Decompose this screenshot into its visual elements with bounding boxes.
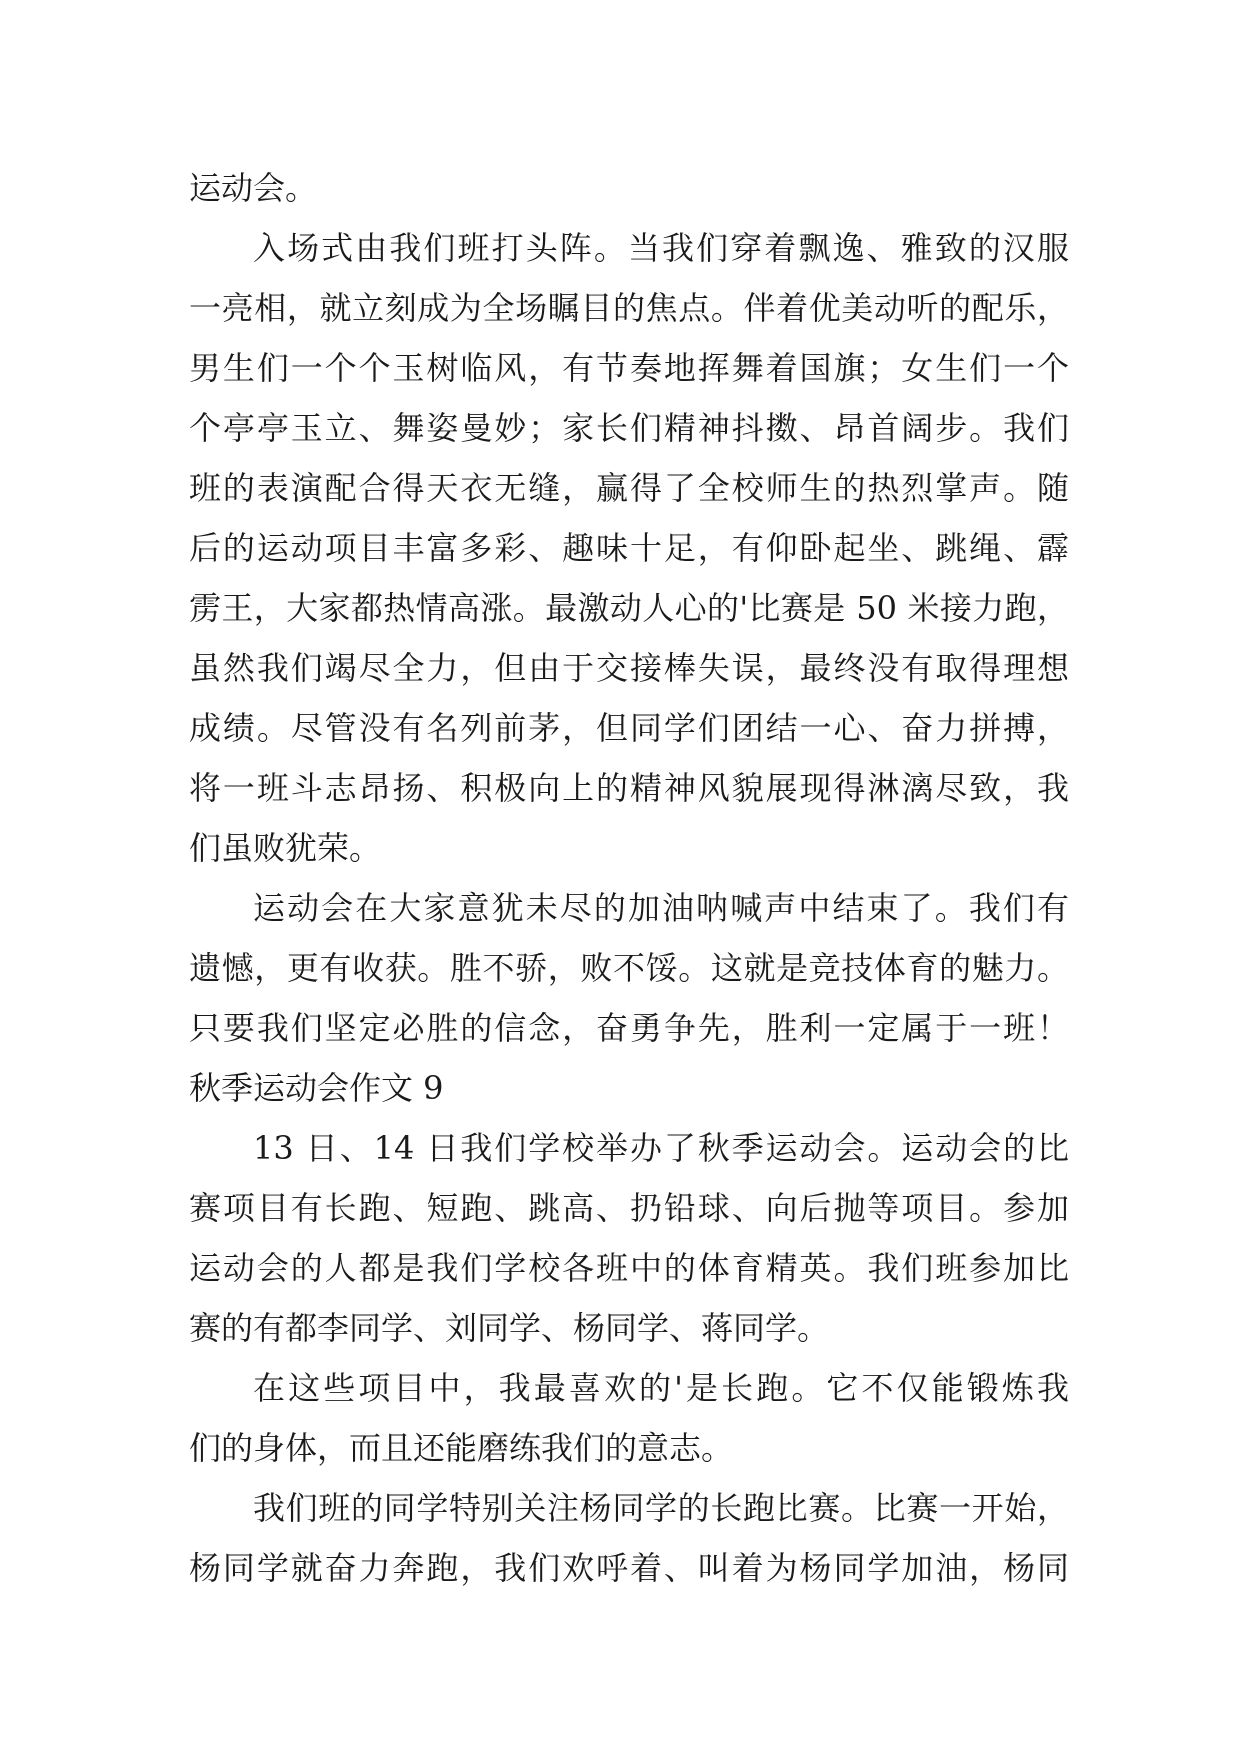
text-line: 13 日、14 日我们学校举办了秋季运动会。运动会的比	[253, 1129, 1069, 1167]
text-line: 我们班的同学特别关注杨同学的长跑比赛。比赛一开始，	[253, 1489, 1069, 1527]
text-line: 运动会的人都是我们学校各班中的体育精英。我们班参加比	[189, 1249, 1069, 1287]
text-line: 运动会在大家意犹未尽的加油呐喊声中结束了。我们有	[253, 889, 1069, 927]
text-line: 虽然我们竭尽全力，但由于交接棒失误，最终没有取得理想	[189, 649, 1069, 687]
text-line: 成绩。尽管没有名列前茅，但同学们团结一心、奋力拼搏，	[189, 709, 1069, 747]
text-line: 运动会。	[189, 169, 318, 207]
text-line: 只要我们坚定必胜的信念，奋勇争先，胜利一定属于一班！	[189, 1009, 1069, 1047]
text-line: 们的身体，而且还能磨练我们的意志。	[189, 1429, 734, 1467]
text-line: 赛项目有长跑、短跑、跳高、扔铅球、向后抛等项目。参加	[189, 1189, 1069, 1227]
text-line: 将一班斗志昂扬、积极向上的精神风貌展现得淋漓尽致，我	[189, 769, 1069, 807]
text-line: 个亭亭玉立、舞姿曼妙；家长们精神抖擞、昂首阔步。我们	[189, 409, 1069, 447]
text-line: 们虽败犹荣。	[189, 829, 382, 867]
text-line: 在这些项目中，我最喜欢的'是长跑。它不仅能锻炼我	[253, 1369, 1069, 1407]
text-line: 赛的有都李同学、刘同学、杨同学、蒋同学。	[189, 1309, 830, 1347]
text-line: 男生们一个个玉树临风，有节奏地挥舞着国旗；女生们一个	[189, 349, 1069, 387]
section-heading: 秋季运动会作文 9	[189, 1069, 444, 1107]
body-text	[189, 158, 1069, 1598]
text-line: 雳王，大家都热情高涨。最激动人心的'比赛是 50 米接力跑，	[189, 589, 1069, 627]
text-line: 入场式由我们班打头阵。当我们穿着飘逸、雅致的汉服	[253, 229, 1069, 267]
text-line: 一亮相，就立刻成为全场瞩目的焦点。伴着优美动听的配乐，	[189, 289, 1069, 327]
text-line: 后的运动项目丰富多彩、趣味十足，有仰卧起坐、跳绳、霹	[189, 529, 1069, 567]
text-line: 遗憾，更有收获。胜不骄，败不馁。这就是竞技体育的魅力。	[189, 949, 1069, 987]
text-line: 班的表演配合得天衣无缝，赢得了全校师生的热烈掌声。随	[189, 469, 1069, 507]
text-line: 杨同学就奋力奔跑，我们欢呼着、叫着为杨同学加油，杨同	[189, 1549, 1069, 1587]
